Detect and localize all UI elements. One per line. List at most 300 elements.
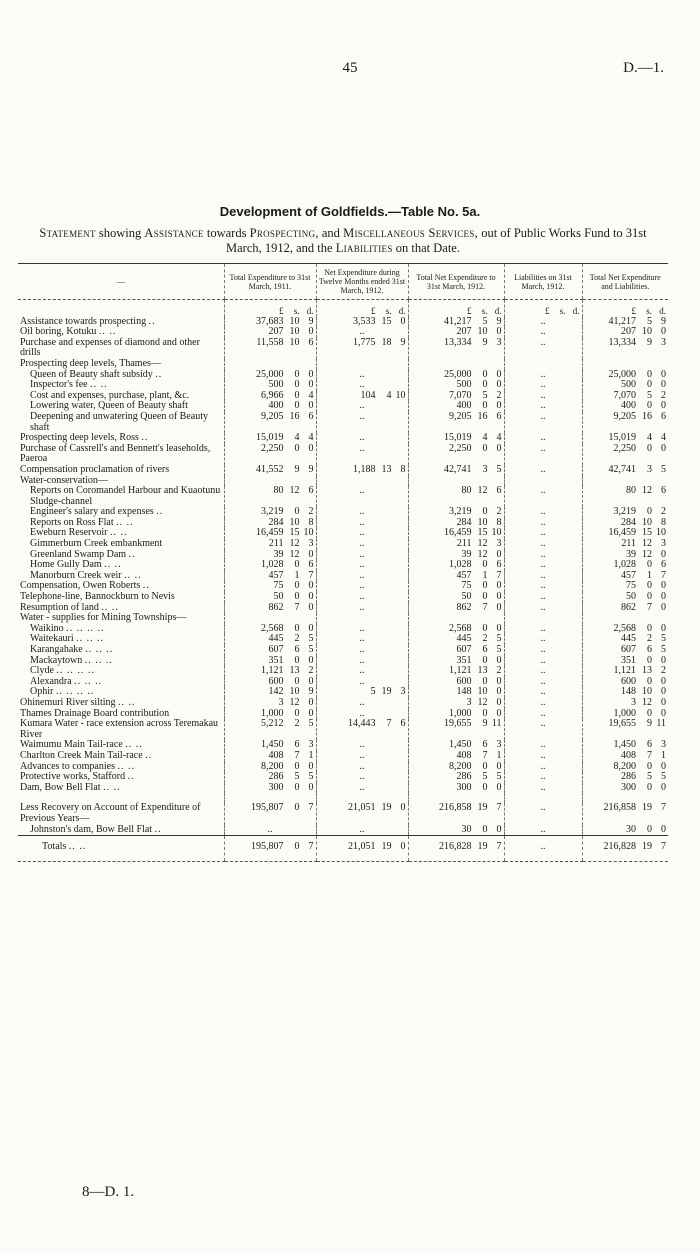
shillings: 0 [294, 654, 300, 666]
leader-dots: .. [155, 368, 163, 380]
leader-dots: .. .. .. .. [66, 622, 105, 634]
pence: 3 [308, 538, 314, 550]
pence: 0 [496, 580, 502, 592]
subtitle-text: towards [203, 226, 250, 240]
pence: 5 [308, 771, 314, 783]
pounds: 80 [273, 485, 284, 497]
row-label: Gimmerburn Creek embankment [30, 538, 163, 550]
pence: 3 [496, 336, 502, 348]
leader-dots: .. .. [117, 760, 135, 772]
pounds: 50 [461, 591, 472, 603]
pounds: 39 [461, 548, 472, 560]
amount-cell [316, 719, 408, 740]
pence: 8 [496, 516, 502, 528]
amount-cell [224, 539, 316, 550]
leader-dots: .. .. .. .. [56, 665, 95, 677]
pounds: 600 [268, 675, 284, 687]
pence: 0 [308, 580, 314, 592]
amount-cell [582, 751, 668, 762]
amount-cell: .. [504, 560, 582, 571]
pounds: 445 [268, 633, 284, 645]
pounds: 3,219 [613, 506, 636, 518]
shillings: 0 [294, 559, 300, 571]
pence: 0 [496, 654, 502, 666]
leader-dots: .. [148, 315, 156, 327]
pence: 0 [308, 601, 314, 613]
shillings: 0 [482, 823, 488, 835]
pence: 2 [308, 665, 314, 677]
amount-cell: .. [504, 338, 582, 359]
pounds: 8,200 [261, 760, 284, 772]
shillings: 18 [381, 336, 392, 348]
units-cell [408, 300, 504, 317]
pounds: 6,966 [261, 389, 284, 401]
shilling-unit: s. [293, 306, 300, 316]
amount-cell: .. [504, 528, 582, 539]
shillings: 12 [642, 696, 652, 708]
pence: 0 [661, 591, 666, 603]
amount-cell [408, 539, 504, 550]
pence: 10 [656, 527, 666, 539]
table-row [18, 338, 668, 359]
amount-cell: .. [504, 772, 582, 783]
shillings: 10 [477, 326, 488, 338]
row-label-cell [18, 412, 224, 433]
amount-cell [408, 571, 504, 582]
amount-cell [582, 803, 668, 824]
amount-cell [408, 603, 504, 614]
col-header-total-net-1912: Total Net Expenditure to 31st March, 1912. [408, 264, 504, 300]
row-label: Karangahake [30, 644, 83, 655]
pence: 6 [308, 559, 314, 571]
pence: 9 [308, 463, 314, 475]
amount-cell: .. [316, 550, 408, 561]
amount-cell [316, 465, 408, 476]
pence: 0 [661, 400, 666, 412]
shillings: 4 [647, 432, 652, 444]
amount-cell: .. [504, 624, 582, 635]
pounds: 25,000 [608, 368, 636, 380]
amount-cell: .. [316, 412, 408, 433]
shillings: 7 [482, 749, 488, 761]
row-label: Water-conservation— [20, 474, 108, 486]
pounds: 42,741 [608, 463, 636, 475]
pounds: 445 [456, 633, 472, 645]
pence: 7 [308, 841, 314, 853]
row-label: Ohinemuri River silting [20, 696, 116, 708]
pounds: 195,807 [251, 802, 284, 814]
shillings: 19 [642, 841, 652, 853]
table-row [18, 465, 668, 476]
amount-cell [582, 698, 668, 709]
shillings: 0 [482, 781, 488, 793]
shillings: 7 [294, 749, 300, 761]
pounds: 8,200 [449, 760, 472, 772]
pence: 0 [496, 707, 502, 719]
subtitle-word: Prospecting, [249, 226, 319, 240]
pounds: 500 [621, 379, 636, 391]
pence: 5 [496, 644, 502, 655]
pounds: 862 [456, 601, 472, 613]
pence: 6 [496, 559, 502, 571]
amount-cell [582, 581, 668, 592]
amount-cell: .. [504, 645, 582, 656]
amount-cell: .. [504, 380, 582, 391]
pounds: 2,568 [613, 622, 636, 634]
amount-cell [582, 539, 668, 550]
amount-cell [408, 391, 504, 402]
pence: 0 [661, 686, 666, 698]
pounds: 457 [456, 569, 472, 581]
shillings: 2 [482, 633, 488, 645]
shillings: 4 [386, 389, 392, 401]
amount-cell: .. [316, 603, 408, 614]
amount-cell: .. [504, 592, 582, 603]
empty-cell [224, 476, 316, 487]
amount-cell [408, 560, 504, 571]
pounds: 21,051 [348, 802, 376, 814]
amount-cell [582, 486, 668, 507]
pence: 2 [496, 389, 502, 401]
shillings: 0 [482, 559, 488, 571]
shillings: 12 [477, 538, 488, 550]
pounds: 37,683 [256, 315, 284, 327]
pence: 7 [661, 802, 666, 814]
row-label: Telephone-line, Bannockburn to Nevis [20, 591, 175, 603]
shillings: 6 [294, 644, 300, 655]
pence: 0 [661, 622, 666, 634]
subtitle-word: Liabilities [335, 241, 393, 255]
pence: 3 [496, 739, 502, 751]
shillings: 0 [482, 760, 488, 772]
amount-cell: .. [316, 825, 408, 836]
amount-cell: .. [504, 634, 582, 645]
shillings: 0 [647, 580, 652, 592]
pence: 7 [308, 802, 314, 814]
shillings: 0 [647, 379, 652, 391]
totals-label-cell [18, 836, 224, 862]
shillings: 1 [294, 569, 300, 581]
amount-cell: .. [504, 803, 582, 824]
pounds: 195,807 [251, 841, 284, 853]
pounds: 13,334 [444, 336, 472, 348]
row-label: Purchase of Cassrell's and Bennett's leaseholds, Paeroa [20, 442, 211, 465]
shillings: 0 [647, 654, 652, 666]
pence: 0 [661, 823, 666, 835]
row-label: Reports on Coromandel Harbour and Kuaotunu Sludge-channel [30, 485, 221, 507]
pence: 0 [308, 368, 314, 380]
shillings: 0 [294, 379, 300, 391]
pounds: 3,219 [449, 506, 472, 518]
pounds: 286 [268, 771, 284, 783]
amount-cell [582, 825, 668, 836]
pounds: 14,443 [348, 718, 376, 730]
pence: 1 [661, 749, 666, 761]
leader-dots: .. .. [68, 841, 87, 853]
shillings: 0 [482, 506, 488, 518]
shillings: 0 [482, 654, 488, 666]
amount-cell: .. [316, 433, 408, 444]
table-row [18, 656, 668, 667]
amount-cell: .. [316, 677, 408, 688]
pence: 1 [308, 749, 314, 761]
table-row [18, 634, 668, 645]
pounds: 19,655 [608, 718, 636, 730]
shillings: 0 [294, 591, 300, 603]
amount-cell: .. [504, 740, 582, 751]
pence: 0 [308, 400, 314, 412]
pence: 1 [496, 749, 502, 761]
pence: 0 [496, 442, 502, 454]
pounds: 400 [456, 400, 472, 412]
pounds: 13,334 [608, 336, 636, 348]
shillings: 10 [289, 336, 300, 348]
table-row [18, 677, 668, 688]
pounds: 2,250 [261, 442, 284, 454]
pounds: 7,070 [449, 389, 472, 401]
pence: 2 [661, 389, 666, 401]
pence-unit: d. [398, 306, 406, 316]
amount-cell: .. [316, 518, 408, 529]
amount-cell [582, 444, 668, 465]
pence: 0 [308, 760, 314, 772]
amount-cell [408, 465, 504, 476]
pounds: 16,459 [256, 527, 284, 539]
amount-cell [408, 370, 504, 381]
pence-unit: d. [572, 306, 580, 316]
amount-cell: .. [316, 709, 408, 720]
pounds: 39 [273, 548, 284, 560]
pence: 7 [496, 841, 502, 853]
amount-cell [408, 528, 504, 539]
pounds: 211 [268, 538, 284, 550]
shillings: 0 [482, 622, 488, 634]
amount-cell: .. [504, 327, 582, 338]
pence: 6 [661, 559, 666, 571]
pence: 2 [661, 665, 666, 677]
pounds: 3 [278, 696, 284, 708]
amount-cell: .. [504, 762, 582, 773]
pounds: 1,775 [353, 336, 376, 348]
pence: 0 [308, 675, 314, 687]
pence: 3 [661, 336, 666, 348]
shillings: 0 [294, 368, 300, 380]
shillings: 10 [289, 516, 300, 528]
amount-cell [408, 762, 504, 773]
amount-cell [408, 317, 504, 328]
table-body [18, 300, 668, 862]
row-label: Waitekauri [30, 633, 74, 645]
amount-cell [224, 836, 316, 862]
pence: 0 [496, 326, 502, 338]
pounds: 3 [466, 696, 472, 708]
shillings: 13 [477, 665, 488, 677]
shillings: 2 [294, 633, 300, 645]
amount-cell [408, 507, 504, 518]
pounds: 1,028 [449, 559, 472, 571]
shillings: 0 [482, 591, 488, 603]
pounds: 400 [268, 400, 284, 412]
row-label: Protective works, Stafford [20, 771, 126, 783]
table-row [18, 666, 668, 677]
pence: 5 [496, 633, 502, 645]
shillings: 4 [482, 432, 488, 444]
row-label: Home Gully Dam [30, 559, 102, 571]
pounds: 2,568 [261, 622, 284, 634]
header-row [18, 264, 668, 300]
shillings: 10 [477, 686, 488, 698]
amount-cell [408, 624, 504, 635]
pounds: 16,459 [444, 527, 472, 539]
shilling-unit: s. [559, 306, 566, 316]
shillings: 19 [381, 686, 392, 698]
pence: 4 [496, 432, 502, 444]
pence: 0 [661, 781, 666, 793]
pound-unit: £ [371, 306, 376, 316]
empty-cell [504, 359, 582, 370]
pence: 5 [661, 633, 666, 645]
leader-dots: .. .. [116, 516, 134, 528]
pence: 5 [661, 463, 666, 475]
amount-cell: .. [504, 687, 582, 698]
amount-cell: .. [224, 825, 316, 836]
pounds: 216,858 [603, 802, 636, 814]
pence: 5 [496, 463, 502, 475]
shillings: 1 [647, 569, 652, 581]
leader-dots: .. .. [109, 527, 128, 539]
pounds: 351 [621, 654, 636, 666]
pounds: 15,019 [256, 432, 284, 444]
pounds: 80 [461, 485, 472, 497]
amount-cell [224, 687, 316, 698]
leader-dots: .. .. .. [85, 644, 114, 655]
row-label: Inspector's fee [30, 379, 88, 391]
pence: 7 [661, 841, 666, 853]
table-row [18, 751, 668, 762]
pounds: 5 [370, 686, 376, 698]
amount-cell: .. [504, 677, 582, 688]
amount-cell [316, 338, 408, 359]
pence: 0 [496, 675, 502, 687]
pounds: 1,450 [261, 739, 284, 751]
amount-cell [582, 603, 668, 614]
amount-cell [582, 687, 668, 698]
pence: 0 [308, 591, 314, 603]
amount-cell: .. [316, 783, 408, 794]
shillings: 16 [642, 410, 652, 422]
pounds: 211 [621, 538, 636, 550]
pence: 0 [308, 326, 314, 338]
row-label-cell [18, 719, 224, 740]
amount-cell: .. [504, 433, 582, 444]
pounds: 1,450 [449, 739, 472, 751]
amount-cell: .. [504, 719, 582, 740]
shillings: 0 [647, 675, 652, 687]
pounds: 9,205 [449, 410, 472, 422]
pounds: 600 [456, 675, 472, 687]
leader-dots: .. [141, 432, 149, 444]
pound-unit: £ [631, 306, 636, 316]
amount-cell [408, 783, 504, 794]
row-label: Compensation proclamation of rivers [20, 463, 170, 475]
shillings: 12 [289, 548, 300, 560]
leader-dots: .. [156, 506, 164, 518]
amount-cell: .. [504, 391, 582, 402]
pence: 0 [308, 707, 314, 719]
shillings: 0 [647, 442, 652, 454]
leader-dots: .. .. [124, 569, 142, 581]
pence: 0 [496, 781, 502, 793]
row-label-cell [18, 444, 224, 465]
pounds: 75 [461, 580, 472, 592]
pence: 6 [661, 485, 666, 497]
shillings: 0 [294, 622, 300, 634]
pence-unit: d. [306, 306, 314, 316]
shillings: 5 [294, 771, 300, 783]
shillings: 12 [289, 485, 300, 497]
leader-dots: .. [127, 771, 135, 783]
shillings: 0 [482, 442, 488, 454]
row-label: Prospecting deep levels, Ross [20, 432, 139, 444]
row-label: Ophir [30, 686, 54, 698]
pounds: 284 [456, 516, 472, 528]
pounds: 1,121 [261, 665, 284, 677]
amount-cell: .. [316, 634, 408, 645]
leader-dots: .. [145, 749, 153, 761]
expenditure-table-wrap [18, 263, 668, 862]
amount-cell: .. [504, 401, 582, 412]
shillings: 10 [289, 326, 300, 338]
shillings: 9 [647, 718, 652, 730]
amount-cell [408, 836, 504, 862]
shillings: 19 [477, 802, 488, 814]
amount-cell [408, 666, 504, 677]
pence: 0 [400, 802, 406, 814]
row-label: Deepening and unwatering Queen of Beauty shaft [30, 410, 208, 433]
shillings: 0 [647, 506, 652, 518]
shillings: 10 [289, 315, 300, 327]
amount-cell: .. [316, 656, 408, 667]
leader-dots: .. [154, 823, 162, 835]
pounds: 21,051 [348, 841, 376, 853]
leader-dots: .. .. [90, 379, 108, 391]
pounds: 3 [631, 696, 636, 708]
amount-cell [224, 571, 316, 582]
row-label-cell [18, 338, 224, 359]
pounds: 1,121 [613, 665, 636, 677]
amount-cell [408, 740, 504, 751]
amount-cell: .. [316, 762, 408, 773]
amount-cell [224, 645, 316, 656]
amount-cell [408, 581, 504, 592]
pence: 0 [661, 760, 666, 772]
pounds: 351 [456, 654, 472, 666]
shillings: 0 [294, 781, 300, 793]
pounds: 41,552 [256, 463, 284, 475]
shillings: 0 [482, 400, 488, 412]
shillings: 0 [294, 841, 300, 853]
leader-dots: .. .. .. .. [55, 686, 95, 698]
amount-cell [408, 486, 504, 507]
pounds: 9,205 [261, 410, 284, 422]
pence: 7 [661, 569, 666, 581]
pounds: 216,858 [439, 802, 472, 814]
amount-cell: .. [316, 486, 408, 507]
amount-cell [582, 719, 668, 740]
shillings: 0 [294, 760, 300, 772]
shillings: 16 [289, 410, 300, 422]
pounds: 41,217 [444, 315, 472, 327]
